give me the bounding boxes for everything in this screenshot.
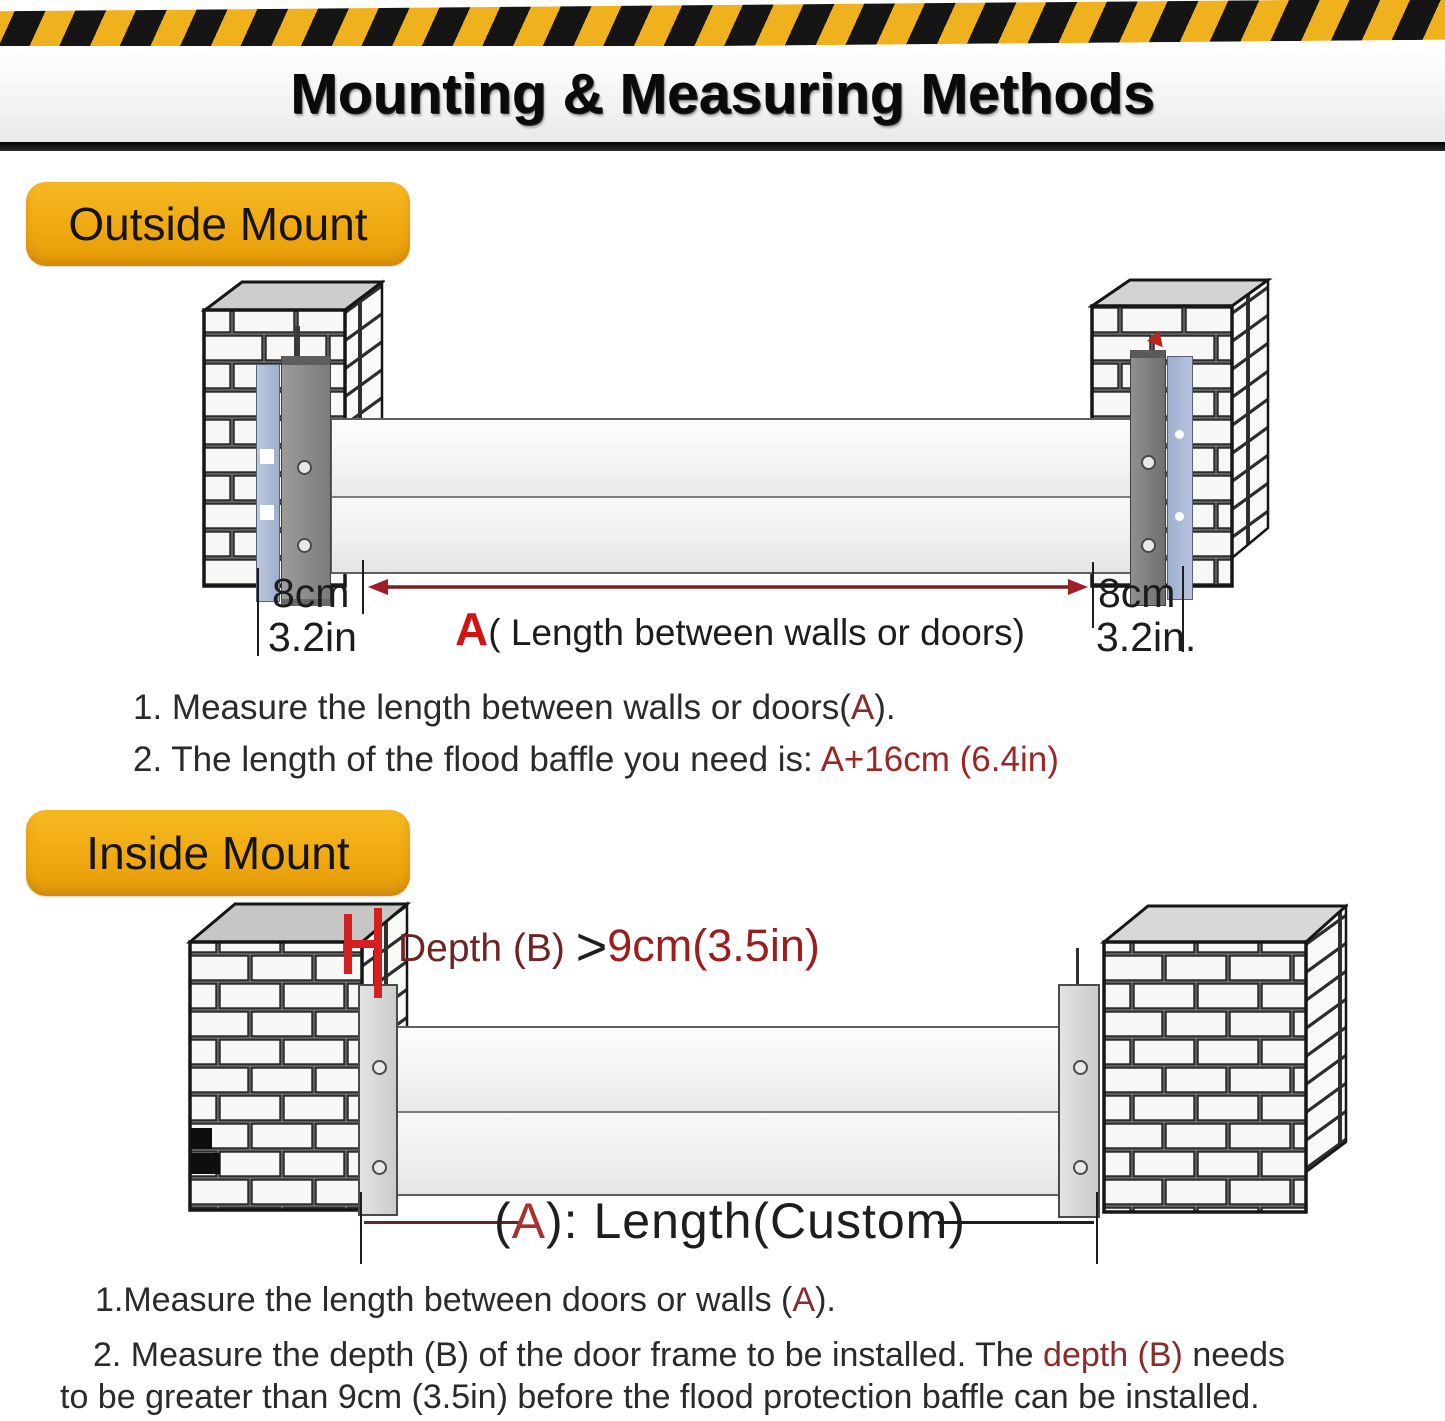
dimension-arrow — [366, 576, 1090, 598]
title-divider-bar — [0, 142, 1445, 151]
depth-label-text: Depth (B) — [398, 927, 576, 970]
mounting-channel-right — [1058, 984, 1100, 1218]
span-length-label — [395, 602, 1085, 656]
outside-step-1 — [133, 688, 896, 728]
seal-strip-right — [1167, 356, 1193, 600]
dim-left-cm: 8cm — [272, 570, 350, 616]
barrier-panel-top — [332, 420, 1136, 496]
dimension-tick — [1096, 1192, 1098, 1264]
step-text: to be greater than 9cm (3.5in) before the flood protection baffle can be installed. — [60, 1378, 1260, 1416]
step-highlight: A+16cm (6.4in) — [820, 740, 1059, 779]
anchor-pin — [1076, 948, 1079, 986]
inside-step-1 — [95, 1281, 836, 1320]
depth-label-value: 9cm(3.5in) — [607, 920, 820, 971]
inside-step-2-line-2 — [60, 1378, 1260, 1417]
step-highlight: A — [850, 688, 875, 727]
screw-hole — [1073, 1060, 1088, 1075]
barrier-panel-bottom — [398, 1111, 1068, 1194]
seal-strip-left — [256, 364, 280, 602]
barrier-panel-bottom — [332, 496, 1136, 572]
step-text: 1. Measure the length between walls or doors( — [133, 688, 851, 727]
step-text: 1.Measure the length between doors or walls ( — [95, 1281, 793, 1319]
depth-label — [398, 916, 820, 978]
step-text: ). — [815, 1281, 836, 1319]
seal-dot — [1175, 430, 1184, 439]
greater-than-sign: > — [575, 917, 608, 977]
screw-hole — [1141, 538, 1156, 553]
dimension-tick — [1092, 562, 1094, 628]
label-text: ): Length(Custom) — [546, 1193, 966, 1249]
outside-mount-badge — [26, 182, 410, 266]
step-highlight: depth (B) — [1043, 1336, 1183, 1374]
length-custom-label — [430, 1192, 1030, 1250]
screw-hole — [372, 1060, 387, 1075]
flood-barrier-inside — [396, 1026, 1070, 1196]
step-text: needs — [1182, 1336, 1285, 1374]
label-text: ( — [494, 1193, 512, 1249]
screw-hole — [297, 538, 312, 553]
outside-step-2 — [133, 740, 1059, 780]
dimension-tick — [360, 1192, 362, 1264]
step-text: ). — [874, 688, 896, 727]
seal-tab — [260, 449, 274, 464]
screw-hole — [372, 1160, 387, 1175]
flood-barrier-outside — [330, 418, 1138, 574]
mounting-channel-right — [1130, 350, 1166, 606]
depth-bracket — [336, 902, 392, 1004]
dimension-tick — [257, 568, 259, 656]
span-length-A: A — [454, 603, 489, 655]
label-A: A — [511, 1193, 547, 1249]
inside-mount-badge — [26, 810, 410, 896]
step-text: 2. Measure the depth (B) of the door frame to be installed. The — [93, 1336, 1044, 1374]
screw-hole — [1141, 455, 1156, 470]
screw-hole — [297, 460, 312, 475]
brick-pillar-inside-right — [1100, 898, 1348, 1218]
mounting-channel-left — [358, 984, 398, 1216]
page-title: Mounting & Measuring Methods — [290, 62, 1155, 126]
dimension-tick — [362, 560, 364, 614]
mounting-channel-left — [281, 356, 331, 606]
title-band — [0, 46, 1445, 142]
span-length-rest: ( Length between walls or doors) — [488, 612, 1026, 653]
barrier-panel-top — [398, 1028, 1068, 1111]
step-text: 2. The length of the flood baffle you need is: — [133, 740, 821, 779]
seal-tab — [260, 505, 274, 520]
dim-left-inch: 3.2in — [268, 614, 357, 660]
dim-right-cm: 8cm — [1098, 570, 1176, 616]
screw-hole — [1073, 1160, 1088, 1175]
inside-step-2-line-1 — [93, 1336, 1285, 1375]
dim-right-inch: 3.2in. — [1096, 614, 1197, 660]
outside-mount-badge-label: Outside Mount — [68, 198, 368, 250]
inside-mount-badge-label: Inside Mount — [86, 827, 350, 879]
seal-dot — [1175, 512, 1184, 521]
step-highlight: A — [792, 1281, 816, 1319]
